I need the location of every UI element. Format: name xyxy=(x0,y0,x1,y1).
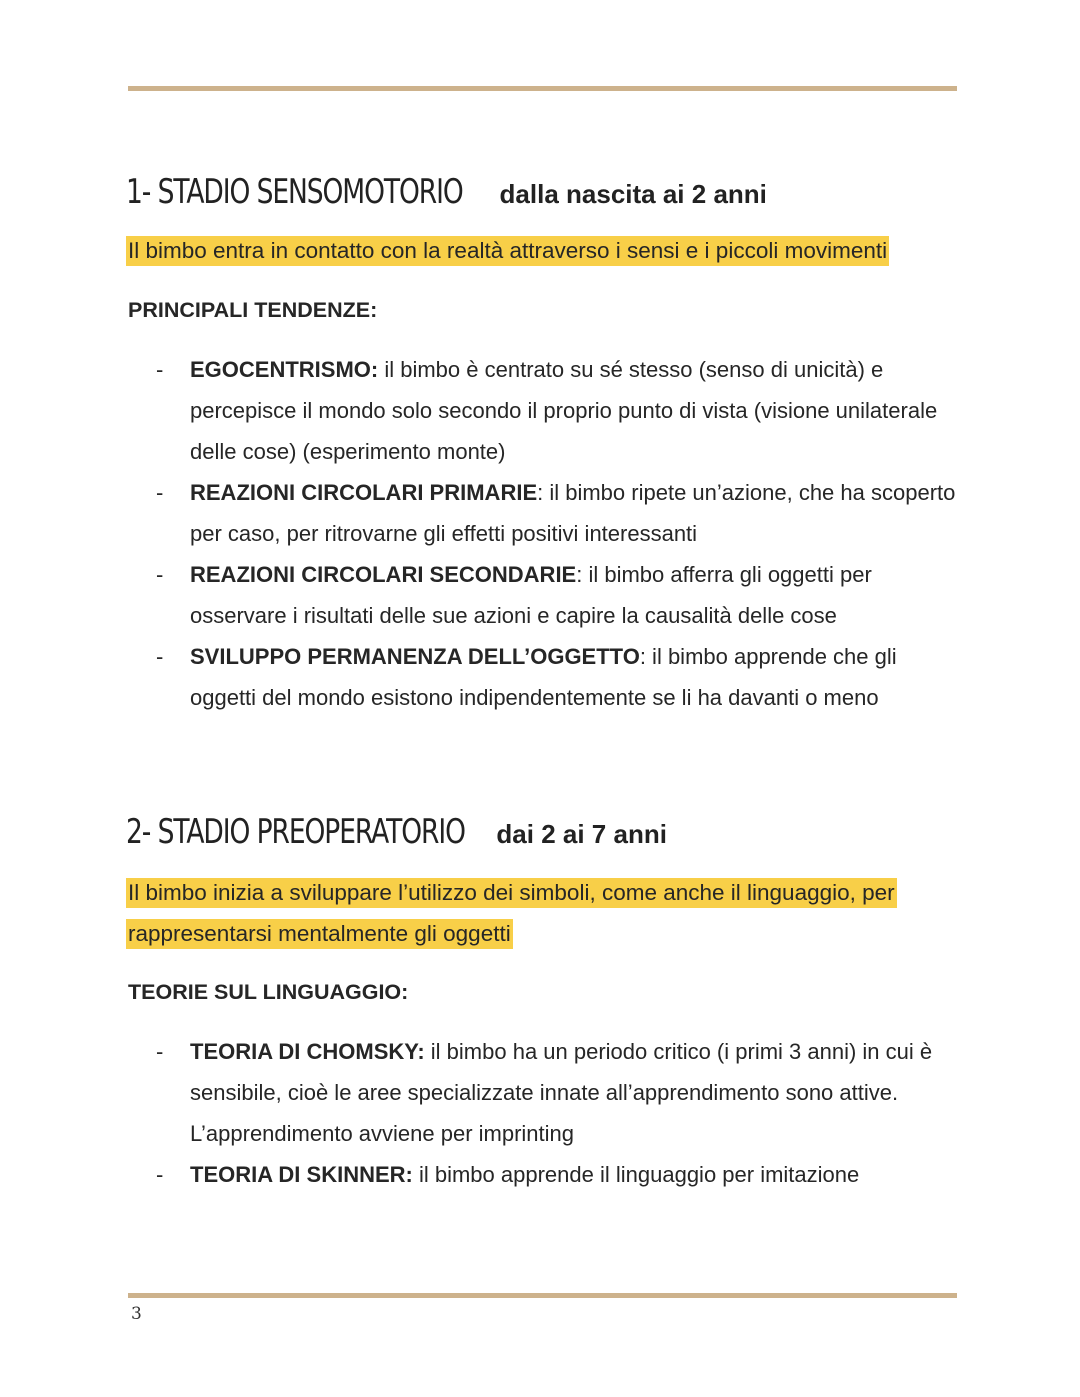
section-1-heading xyxy=(126,172,767,212)
section-2-title: 2- STADIO PREOPERATORIO xyxy=(126,812,465,852)
list-item xyxy=(128,349,958,472)
bullet-dash: - xyxy=(156,562,164,587)
page-number: 3 xyxy=(131,1304,142,1324)
section-1-intro-highlight: Il bimbo entra in contatto con la realtà attraverso i sensi e i piccoli movimenti xyxy=(126,236,889,266)
section-2-heading xyxy=(126,812,667,852)
list-item xyxy=(128,554,958,636)
bullet-dash: - xyxy=(156,644,164,669)
bottom-divider xyxy=(128,1293,957,1298)
item-text: il bimbo è centrato su sé stesso (senso di unicità) e percepisce il mondo solo secondo il proprio punto di vista (visione unilaterale delle cose) (esperimento monte) xyxy=(190,357,938,464)
list-item xyxy=(128,1031,958,1154)
item-text: : il bimbo ripete un’azione, che ha scoperto per caso, per ritrovarne gli effetti positivi interessanti xyxy=(190,480,956,546)
section-2-intro xyxy=(126,872,956,954)
section-1-title: 1- STADIO SENSOMOTORIO xyxy=(126,172,463,212)
list-item xyxy=(128,472,958,554)
section-1-label: PRINCIPALI TENDENZE: xyxy=(128,298,378,322)
section-1-intro xyxy=(126,230,956,271)
item-term: TEORIA DI CHOMSKY: xyxy=(190,1039,425,1064)
list-item xyxy=(128,1154,958,1195)
section-2-intro-highlight: Il bimbo inizia a sviluppare l’utilizzo dei simboli, come anche il linguaggio, per rappresentarsi mentalmente gli oggetti xyxy=(126,878,897,949)
item-term: REAZIONI CIRCOLARI SECONDARIE xyxy=(190,562,577,587)
item-text: il bimbo apprende il linguaggio per imitazione xyxy=(412,1162,860,1187)
bullet-dash: - xyxy=(156,1162,164,1187)
item-text: il bimbo ha un periodo critico (i primi 3 anni) in cui è sensibile, cioè le aree specializzate innate all’apprendimento sono attive. L’apprendimento avviene per imprinting xyxy=(190,1039,933,1146)
item-text: : il bimbo afferra gli oggetti per osservare i risultati delle sue azioni e capire la causalità delle cose xyxy=(190,562,872,628)
section-1-age-range: dalla nascita ai 2 anni xyxy=(499,179,767,209)
item-term: SVILUPPO PERMANENZA DELL’OGGETTO xyxy=(190,644,640,669)
item-text: : il bimbo apprende che gli oggetti del mondo esistono indipendentemente se li ha davanti o meno xyxy=(190,644,897,710)
list-item xyxy=(128,636,958,718)
section-2-label: TEORIE SUL LINGUAGGIO: xyxy=(128,980,409,1004)
item-term: EGOCENTRISMO: xyxy=(190,357,379,382)
section-2-age-range: dai 2 ai 7 anni xyxy=(496,819,667,849)
section-2-list xyxy=(128,1031,958,1195)
item-term: TEORIA DI SKINNER: xyxy=(190,1162,413,1187)
bullet-dash: - xyxy=(156,357,164,382)
section-1-list xyxy=(128,349,958,718)
top-divider xyxy=(128,86,957,91)
bullet-dash: - xyxy=(156,480,164,505)
item-term: REAZIONI CIRCOLARI PRIMARIE xyxy=(190,480,538,505)
bullet-dash: - xyxy=(156,1039,164,1064)
